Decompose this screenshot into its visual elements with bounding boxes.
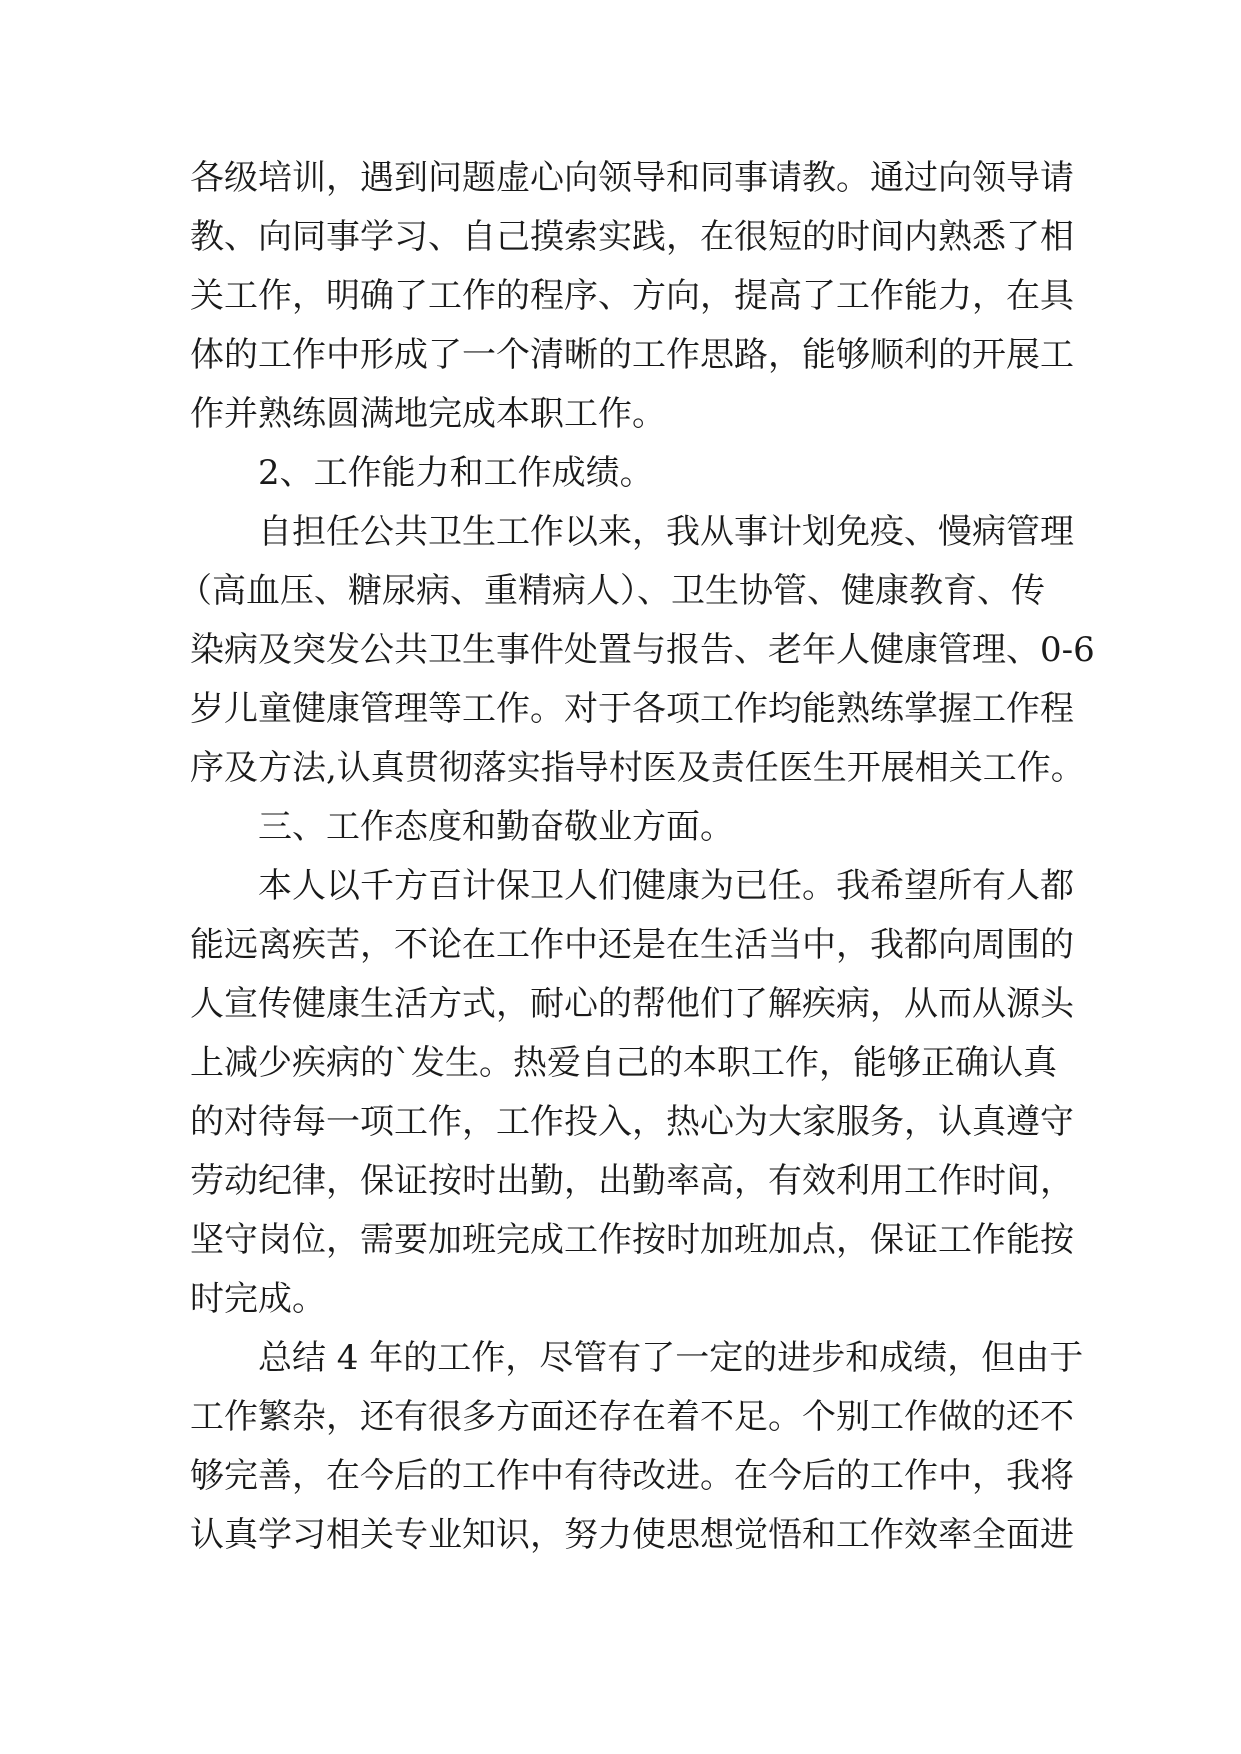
paragraph-line: 上减少疾病的`发生。热爱自己的本职工作，能够正确认真 [190, 1043, 1057, 1083]
paragraph-line: 本人以千方百计保卫人们健康为已任。我希望所有人都 [258, 866, 1074, 906]
paragraph-line: 教、向同事学习、自己摸索实践，在很短的时间内熟悉了相 [190, 217, 1074, 257]
paragraph-line: 劳动纪律，保证按时出勤，出勤率高，有效利用工作时间， [190, 1161, 1074, 1201]
paragraph-line: 人宣传健康生活方式，耐心的帮他们了解疾病，从而从源头 [190, 984, 1074, 1024]
paragraph-line: 岁儿童健康管理等工作。对于各项工作均能熟练掌握工作程 [190, 689, 1074, 729]
paragraph-line: 染病及突发公共卫生事件处置与报告、老年人健康管理、0-6 [190, 630, 1095, 670]
paragraph-line: 坚守岗位，需要加班完成工作按时加班加点，保证工作能按 [190, 1220, 1074, 1260]
paragraph-line: （高血压、糖尿病、重精病人）、卫生协管、健康教育、传 [178, 571, 1045, 611]
paragraph-line: 序及方法,认真贯彻落实指导村医及责任医生开展相关工作。 [190, 748, 1085, 788]
paragraph-line: 能远离疾苦，不论在工作中还是在生活当中，我都向周围的 [190, 925, 1074, 965]
section-heading: 三、工作态度和勤奋敬业方面。 [258, 807, 734, 847]
paragraph-line: 作并熟练圆满地完成本职工作。 [190, 394, 666, 434]
paragraph-line: 够完善，在今后的工作中有待改进。在今后的工作中，我将 [190, 1456, 1074, 1496]
paragraph-line: 各级培训，遇到问题虚心向领导和同事请教。通过向领导请 [190, 158, 1074, 198]
paragraph-line: 关工作，明确了工作的程序、方向，提高了工作能力，在具 [190, 276, 1074, 316]
paragraph-line: 总结 4 年的工作，尽管有了一定的进步和成绩，但由于 [258, 1338, 1084, 1378]
paragraph-line: 自担任公共卫生工作以来，我从事计划免疫、慢病管理 [258, 512, 1074, 552]
paragraph-line: 的对待每一项工作，工作投入，热心为大家服务，认真遵守 [190, 1102, 1074, 1142]
paragraph-line: 体的工作中形成了一个清晰的工作思路，能够顺利的开展工 [190, 335, 1074, 375]
section-heading: 2、工作能力和工作成绩。 [258, 453, 654, 493]
paragraph-line: 认真学习相关专业知识，努力使思想觉悟和工作效率全面进 [190, 1515, 1074, 1555]
paragraph-line: 时完成。 [190, 1279, 326, 1319]
paragraph-line: 工作繁杂，还有很多方面还存在着不足。个别工作做的还不 [190, 1397, 1074, 1437]
